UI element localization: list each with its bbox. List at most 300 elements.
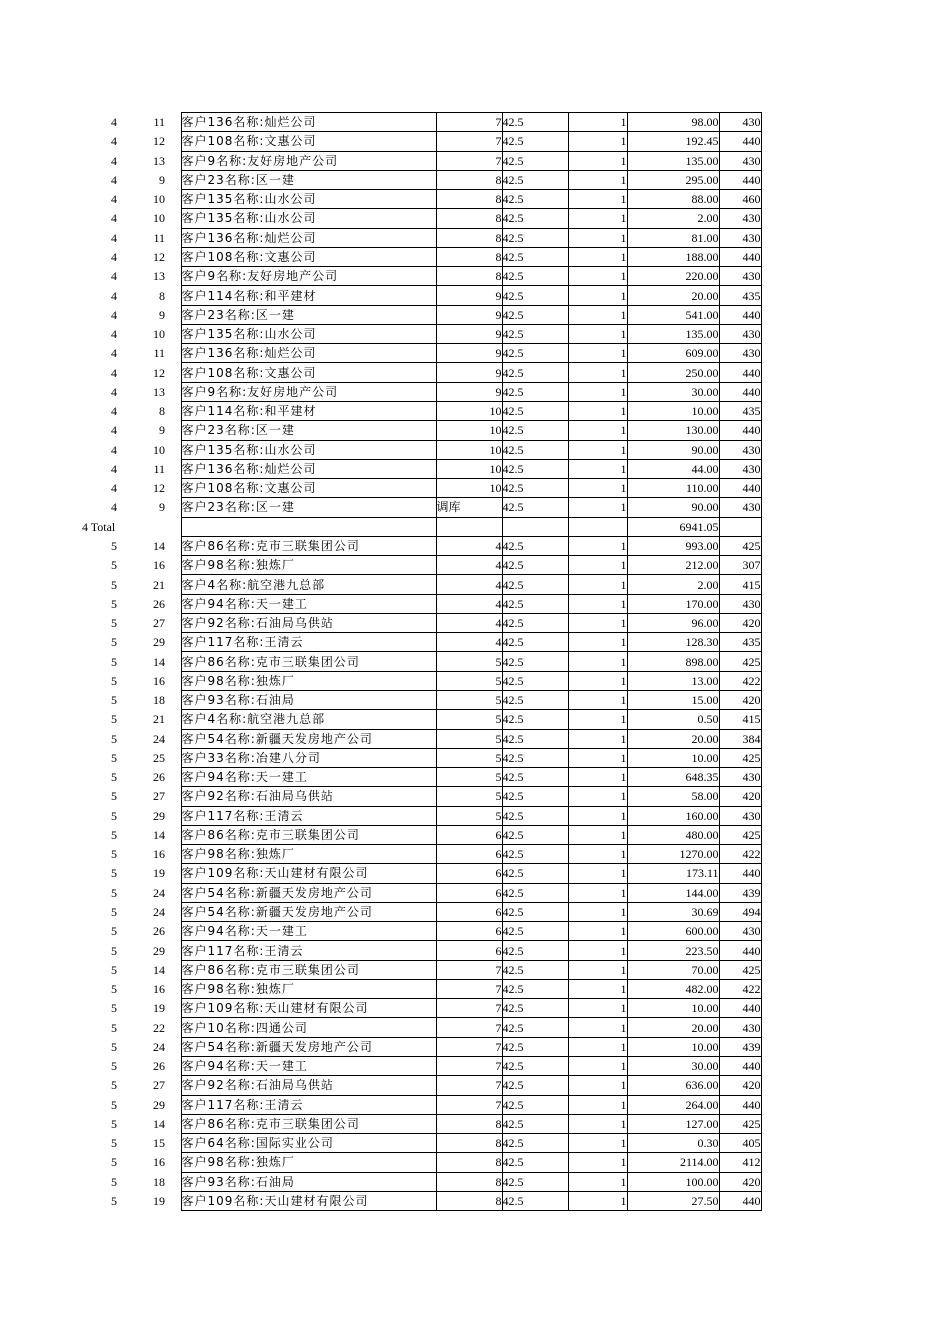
quantity-cell: 1 — [568, 960, 627, 979]
customer-cell: 客户136名称:灿烂公司 — [181, 228, 436, 247]
quantity-cell: 1 — [568, 787, 627, 806]
amount-cell: 173.11 — [627, 864, 719, 883]
spec-cell: 42.5 — [502, 979, 568, 998]
table-row — [82, 382, 761, 401]
table-row — [82, 979, 761, 998]
customer-cell: 客户10名称:四通公司 — [181, 1018, 436, 1037]
month-cell: 7 — [436, 1095, 502, 1114]
price-cell: 425 — [719, 825, 761, 844]
number-cell: 10 — [153, 192, 165, 207]
group-cell: 5 — [111, 616, 117, 631]
month-cell: 8 — [436, 1114, 502, 1133]
number-cell: 8 — [159, 288, 165, 303]
group-cell: 5 — [111, 982, 117, 997]
quantity-cell: 1 — [568, 344, 627, 363]
spacer-cell — [165, 729, 181, 748]
customer-cell: 客户98名称:独炼厂 — [181, 979, 436, 998]
customer-cell: 客户109名称:天山建材有限公司 — [181, 864, 436, 883]
price-cell: 440 — [719, 1057, 761, 1076]
spacer-cell — [165, 363, 181, 382]
spec-cell: 42.5 — [502, 1172, 568, 1191]
spec-cell: 42.5 — [502, 960, 568, 979]
number-cell: 13 — [153, 269, 165, 284]
price-cell: 430 — [719, 113, 761, 132]
quantity-cell: 1 — [568, 1134, 627, 1153]
amount-cell: 480.00 — [627, 825, 719, 844]
price-cell: 425 — [719, 960, 761, 979]
month-cell: 4 — [436, 613, 502, 632]
price-cell: 440 — [719, 363, 761, 382]
quantity-cell: 1 — [568, 652, 627, 671]
customer-cell: 客户54名称:新疆天发房地产公司 — [181, 1037, 436, 1056]
number-cell: 15 — [153, 1136, 165, 1151]
quantity-cell: 1 — [568, 1095, 627, 1114]
spacer-cell — [165, 305, 181, 324]
table-row — [82, 209, 761, 228]
spec-cell: 42.5 — [502, 1057, 568, 1076]
amount-cell: 20.00 — [627, 729, 719, 748]
quantity-cell: 1 — [568, 1114, 627, 1133]
group-cell: 4 — [111, 153, 117, 168]
customer-cell: 客户64名称:国际实业公司 — [181, 1134, 436, 1153]
quantity-cell: 1 — [568, 247, 627, 266]
quantity-cell: 1 — [568, 999, 627, 1018]
spec-cell: 42.5 — [502, 132, 568, 151]
table-row — [82, 498, 761, 517]
month-cell: 4 — [436, 556, 502, 575]
month-cell: 9 — [436, 324, 502, 343]
month-cell: 7 — [436, 999, 502, 1018]
number-cell: 19 — [153, 1001, 165, 1016]
quantity-cell: 1 — [568, 710, 627, 729]
group-cell: 5 — [111, 1020, 117, 1035]
group-cell: 5 — [111, 847, 117, 862]
spacer-cell — [165, 633, 181, 652]
amount-cell: 88.00 — [627, 190, 719, 209]
table-row — [82, 401, 761, 420]
spacer-cell — [165, 1134, 181, 1153]
number-cell: 16 — [153, 558, 165, 573]
quantity-cell: 1 — [568, 459, 627, 478]
amount-cell: 10.00 — [627, 999, 719, 1018]
price-cell: 440 — [719, 1191, 761, 1210]
month-cell: 5 — [436, 729, 502, 748]
month-cell: 8 — [436, 190, 502, 209]
customer-cell: 客户92名称:石油局乌供站 — [181, 613, 436, 632]
amount-cell: 27.50 — [627, 1191, 719, 1210]
number-cell: 19 — [153, 1194, 165, 1208]
spacer-cell — [165, 710, 181, 729]
customer-cell: 客户109名称:天山建材有限公司 — [181, 999, 436, 1018]
spacer-cell — [165, 209, 181, 228]
quantity-cell: 1 — [568, 209, 627, 228]
customer-cell: 客户92名称:石油局乌供站 — [181, 787, 436, 806]
month-cell: 6 — [436, 902, 502, 921]
price-cell: 440 — [719, 999, 761, 1018]
group-cell: 5 — [111, 905, 117, 920]
table-row — [82, 267, 761, 286]
number-cell: 12 — [153, 134, 165, 149]
quantity-cell: 1 — [568, 421, 627, 440]
group-cell: 5 — [111, 770, 117, 785]
number-cell: 25 — [153, 750, 165, 765]
amount-cell: 30.00 — [627, 382, 719, 401]
empty-cell — [436, 517, 502, 536]
group-cell: 5 — [111, 789, 117, 804]
quantity-cell: 1 — [568, 1076, 627, 1095]
spacer-cell — [165, 787, 181, 806]
quantity-cell: 1 — [568, 1172, 627, 1191]
month-cell: 6 — [436, 845, 502, 864]
price-cell: 440 — [719, 132, 761, 151]
number-cell: 9 — [159, 307, 165, 322]
quantity-cell: 1 — [568, 228, 627, 247]
price-cell: 440 — [719, 479, 761, 498]
amount-cell: 135.00 — [627, 324, 719, 343]
group-cell: 4 — [111, 115, 117, 130]
spec-cell: 42.5 — [502, 459, 568, 478]
price-cell: 439 — [719, 1037, 761, 1056]
month-cell: 5 — [436, 787, 502, 806]
price-cell: 420 — [719, 787, 761, 806]
table-row — [82, 1172, 761, 1191]
amount-cell: 2.00 — [627, 575, 719, 594]
price-cell: 440 — [719, 864, 761, 883]
month-cell: 7 — [436, 1018, 502, 1037]
customer-cell: 客户135名称:山水公司 — [181, 190, 436, 209]
month-cell: 10 — [436, 459, 502, 478]
table-row — [82, 228, 761, 247]
amount-cell: 1270.00 — [627, 845, 719, 864]
customer-cell: 客户33名称:冶建八分司 — [181, 748, 436, 767]
customer-cell: 客户4名称:航空港九总部 — [181, 575, 436, 594]
group-cell: 5 — [111, 538, 117, 553]
spec-cell: 42.5 — [502, 228, 568, 247]
month-cell: 5 — [436, 748, 502, 767]
amount-cell: 96.00 — [627, 613, 719, 632]
quantity-cell: 1 — [568, 690, 627, 709]
price-cell: 430 — [719, 498, 761, 517]
customer-cell: 客户9名称:友好房地产公司 — [181, 382, 436, 401]
quantity-cell: 1 — [568, 440, 627, 459]
month-cell: 10 — [436, 401, 502, 420]
empty-cell — [502, 517, 568, 536]
table-row — [82, 575, 761, 594]
empty-cell — [719, 517, 761, 536]
month-cell: 9 — [436, 305, 502, 324]
customer-cell: 客户86名称:克市三联集团公司 — [181, 1114, 436, 1133]
amount-cell: 2.00 — [627, 209, 719, 228]
spacer-cell — [165, 132, 181, 151]
spec-cell: 42.5 — [502, 748, 568, 767]
spec-cell: 42.5 — [502, 845, 568, 864]
month-cell: 6 — [436, 922, 502, 941]
number-cell: 12 — [153, 481, 165, 496]
month-cell: 8 — [436, 1153, 502, 1172]
sales-table — [82, 112, 762, 1211]
quantity-cell: 1 — [568, 922, 627, 941]
customer-cell: 客户117名称:王清云 — [181, 633, 436, 652]
group-cell: 4 — [111, 461, 117, 476]
number-cell: 16 — [153, 982, 165, 997]
customer-cell: 客户98名称:独炼厂 — [181, 671, 436, 690]
month-cell: 8 — [436, 1172, 502, 1191]
price-cell: 420 — [719, 613, 761, 632]
number-cell: 24 — [153, 885, 165, 900]
price-cell: 439 — [719, 883, 761, 902]
quantity-cell: 1 — [568, 1018, 627, 1037]
quantity-cell: 1 — [568, 768, 627, 787]
amount-cell: 135.00 — [627, 151, 719, 170]
quantity-cell: 1 — [568, 401, 627, 420]
group-cell: 4 — [111, 404, 117, 419]
customer-cell: 客户108名称:文惠公司 — [181, 247, 436, 266]
spacer-cell — [165, 324, 181, 343]
table-row — [82, 941, 761, 960]
spacer-cell — [165, 113, 181, 132]
quantity-cell: 1 — [568, 941, 627, 960]
table-row — [82, 1095, 761, 1114]
quantity-cell: 1 — [568, 633, 627, 652]
price-cell: 430 — [719, 267, 761, 286]
spec-cell: 42.5 — [502, 1095, 568, 1114]
month-cell: 8 — [436, 209, 502, 228]
month-cell: 7 — [436, 1057, 502, 1076]
customer-cell: 客户135名称:山水公司 — [181, 324, 436, 343]
month-cell: 6 — [436, 883, 502, 902]
amount-cell: 10.00 — [627, 401, 719, 420]
customer-cell: 客户9名称:友好房地产公司 — [181, 267, 436, 286]
spec-cell: 42.5 — [502, 690, 568, 709]
quantity-cell: 1 — [568, 536, 627, 555]
amount-cell: 223.50 — [627, 941, 719, 960]
number-cell: 13 — [153, 384, 165, 399]
amount-cell: 128.30 — [627, 633, 719, 652]
price-cell: 420 — [719, 690, 761, 709]
spacer-cell — [165, 151, 181, 170]
group-cell: 4 — [111, 481, 117, 496]
number-cell: 16 — [153, 673, 165, 688]
group-cell: 4 — [111, 307, 117, 322]
table-row — [82, 748, 761, 767]
group-cell: 5 — [111, 693, 117, 708]
customer-cell: 客户9名称:友好房地产公司 — [181, 151, 436, 170]
number-cell: 10 — [153, 211, 165, 226]
customer-cell: 客户117名称:王清云 — [181, 1095, 436, 1114]
spec-cell: 42.5 — [502, 768, 568, 787]
customer-cell: 客户4名称:航空港九总部 — [181, 710, 436, 729]
customer-cell: 客户54名称:新疆天发房地产公司 — [181, 902, 436, 921]
number-cell: 13 — [153, 153, 165, 168]
amount-cell: 10.00 — [627, 748, 719, 767]
quantity-cell: 1 — [568, 671, 627, 690]
quantity-cell: 1 — [568, 883, 627, 902]
quantity-cell: 1 — [568, 1153, 627, 1172]
spec-cell: 42.5 — [502, 440, 568, 459]
price-cell: 422 — [719, 845, 761, 864]
spacer-cell — [165, 1018, 181, 1037]
quantity-cell: 1 — [568, 748, 627, 767]
spec-cell: 42.5 — [502, 1153, 568, 1172]
month-cell: 5 — [436, 690, 502, 709]
spacer-cell — [165, 960, 181, 979]
table-row — [82, 768, 761, 787]
number-cell: 26 — [153, 924, 165, 939]
month-cell: 10 — [436, 440, 502, 459]
table-row — [82, 440, 761, 459]
customer-cell: 客户136名称:灿烂公司 — [181, 459, 436, 478]
spec-cell: 42.5 — [502, 1114, 568, 1133]
number-cell: 27 — [153, 1078, 165, 1093]
group-cell: 4 — [111, 134, 117, 149]
price-cell: 405 — [719, 1134, 761, 1153]
group-cell: 4 — [111, 442, 117, 457]
spec-cell: 42.5 — [502, 286, 568, 305]
spec-cell: 42.5 — [502, 575, 568, 594]
table-row — [82, 324, 761, 343]
number-cell: 14 — [153, 1116, 165, 1131]
customer-cell: 客户23名称:区一建 — [181, 170, 436, 189]
month-cell: 4 — [436, 536, 502, 555]
price-cell: 415 — [719, 575, 761, 594]
group-cell: 5 — [111, 750, 117, 765]
group-cell: 5 — [111, 866, 117, 881]
number-cell: 29 — [153, 1097, 165, 1112]
amount-cell: 15.00 — [627, 690, 719, 709]
group-cell: 5 — [111, 654, 117, 669]
group-cell: 5 — [111, 943, 117, 958]
quantity-cell: 1 — [568, 1191, 627, 1210]
spacer-cell — [165, 228, 181, 247]
table-row — [82, 305, 761, 324]
spec-cell: 42.5 — [502, 902, 568, 921]
number-cell: 24 — [153, 731, 165, 746]
amount-cell: 127.00 — [627, 1114, 719, 1133]
spacer-cell — [165, 652, 181, 671]
amount-cell: 264.00 — [627, 1095, 719, 1114]
number-cell: 11 — [153, 461, 165, 476]
amount-cell: 609.00 — [627, 344, 719, 363]
spec-cell: 42.5 — [502, 825, 568, 844]
table-row — [82, 479, 761, 498]
spec-cell: 42.5 — [502, 999, 568, 1018]
spec-cell: 42.5 — [502, 787, 568, 806]
month-cell: 7 — [436, 1076, 502, 1095]
spec-cell: 42.5 — [502, 652, 568, 671]
customer-cell: 客户109名称:天山建材有限公司 — [181, 1191, 436, 1210]
quantity-cell: 1 — [568, 305, 627, 324]
customer-cell: 客户117名称:王清云 — [181, 941, 436, 960]
table-row — [82, 1114, 761, 1133]
spacer-cell — [165, 922, 181, 941]
quantity-cell: 1 — [568, 132, 627, 151]
group-cell: 4 — [111, 346, 117, 361]
amount-cell: 648.35 — [627, 768, 719, 787]
quantity-cell: 1 — [568, 267, 627, 286]
group-cell: 4 — [111, 249, 117, 264]
spacer-cell — [165, 498, 181, 517]
spec-cell: 42.5 — [502, 113, 568, 132]
amount-cell: 2114.00 — [627, 1153, 719, 1172]
number-cell: 14 — [153, 827, 165, 842]
spacer-cell — [165, 999, 181, 1018]
number-cell: 14 — [153, 538, 165, 553]
price-cell: 435 — [719, 633, 761, 652]
quantity-cell: 1 — [568, 979, 627, 998]
sales-table-body — [82, 113, 761, 1211]
amount-cell: 30.00 — [627, 1057, 719, 1076]
amount-cell: 600.00 — [627, 922, 719, 941]
spacer-cell — [165, 825, 181, 844]
table-row — [82, 652, 761, 671]
table-row — [82, 151, 761, 170]
month-cell: 5 — [436, 671, 502, 690]
spacer-cell — [165, 1076, 181, 1095]
table-row — [82, 459, 761, 478]
number-cell: 18 — [153, 693, 165, 708]
quantity-cell: 1 — [568, 1057, 627, 1076]
table-row — [82, 170, 761, 189]
number-cell: 11 — [153, 230, 165, 245]
month-cell: 7 — [436, 132, 502, 151]
spec-cell: 42.5 — [502, 1037, 568, 1056]
customer-cell: 客户136名称:灿烂公司 — [181, 113, 436, 132]
group-cell: 4 — [111, 327, 117, 342]
customer-cell: 客户108名称:文惠公司 — [181, 363, 436, 382]
price-cell: 440 — [719, 382, 761, 401]
spacer-cell — [165, 401, 181, 420]
number-cell: 22 — [153, 1020, 165, 1035]
table-row — [82, 902, 761, 921]
price-cell: 430 — [719, 594, 761, 613]
price-cell: 435 — [719, 286, 761, 305]
customer-cell: 客户98名称:独炼厂 — [181, 1153, 436, 1172]
amount-cell: 212.00 — [627, 556, 719, 575]
price-cell: 440 — [719, 247, 761, 266]
amount-cell: 30.69 — [627, 902, 719, 921]
amount-cell: 13.00 — [627, 671, 719, 690]
amount-cell: 188.00 — [627, 247, 719, 266]
price-cell: 420 — [719, 1172, 761, 1191]
customer-cell: 客户93名称:石油局 — [181, 690, 436, 709]
price-cell: 440 — [719, 170, 761, 189]
customer-cell: 客户114名称:和平建材 — [181, 286, 436, 305]
price-cell: 430 — [719, 440, 761, 459]
spacer-cell — [165, 941, 181, 960]
price-cell: 435 — [719, 401, 761, 420]
group-cell: 5 — [111, 1039, 117, 1054]
quantity-cell: 1 — [568, 806, 627, 825]
price-cell: 422 — [719, 671, 761, 690]
number-cell: 8 — [159, 404, 165, 419]
month-cell: 7 — [436, 151, 502, 170]
customer-cell: 客户108名称:文惠公司 — [181, 132, 436, 151]
spec-cell: 42.5 — [502, 170, 568, 189]
month-cell: 5 — [436, 806, 502, 825]
amount-cell: 250.00 — [627, 363, 719, 382]
spacer-cell — [165, 267, 181, 286]
quantity-cell: 1 — [568, 479, 627, 498]
quantity-cell: 1 — [568, 324, 627, 343]
empty-cell — [181, 517, 436, 536]
amount-cell: 70.00 — [627, 960, 719, 979]
month-cell: 9 — [436, 382, 502, 401]
spacer-cell — [165, 459, 181, 478]
amount-cell: 44.00 — [627, 459, 719, 478]
number-cell: 9 — [159, 423, 165, 438]
spacer-cell — [165, 902, 181, 921]
spacer-cell — [165, 170, 181, 189]
